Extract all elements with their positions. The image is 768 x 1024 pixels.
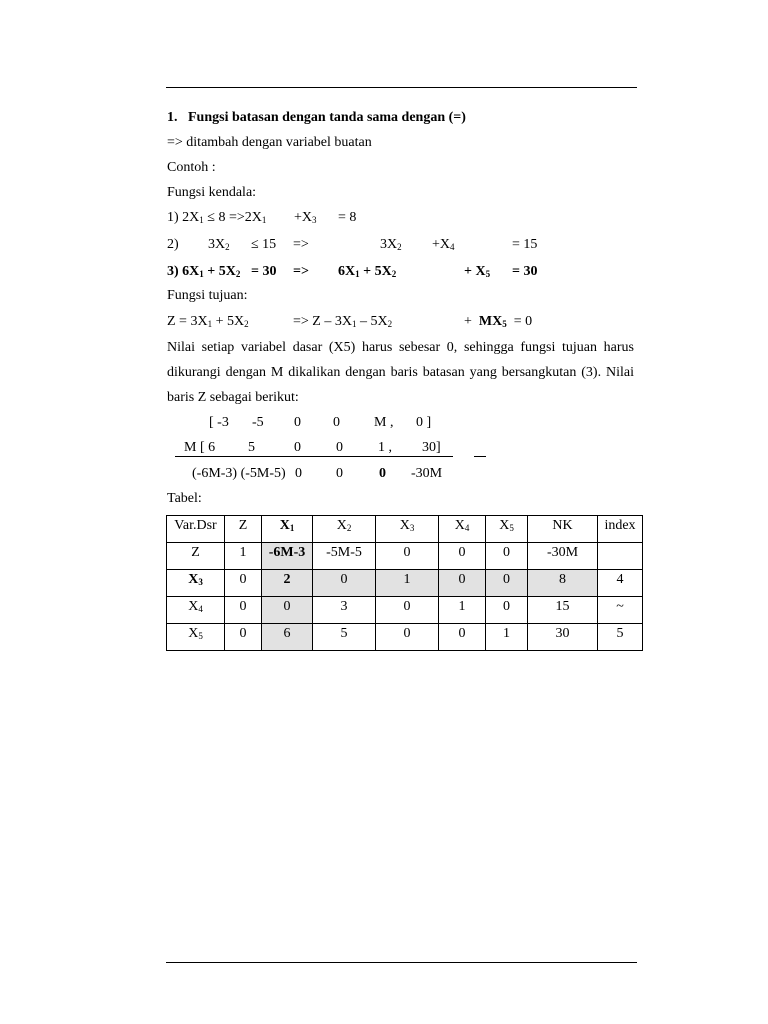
pivot-column-cell: 0 (262, 597, 313, 624)
pivot-column-cell: 6 (262, 624, 313, 651)
header-cell: $X_4$ (439, 516, 486, 543)
pivot-column-cell: -6M-3 (262, 543, 313, 570)
table-cell: Z (167, 543, 225, 570)
header-cell: NK (528, 516, 598, 543)
c2-add: +X (432, 237, 451, 252)
paragraph-line-3: baris Z sebagai berikut: (167, 390, 299, 405)
heading-text: Fungsi batasan dengan tanda sama dengan (=) (188, 110, 466, 125)
c1-rel: ≤ 8 =>2X (203, 210, 262, 225)
table-cell: 15 (528, 597, 598, 624)
header-cell: index (598, 516, 643, 543)
table-cell: ~ (598, 597, 643, 624)
c2-rel: ≤ 15 (251, 237, 277, 252)
table-cell: 4 (598, 570, 643, 597)
c3-add: + X (464, 264, 486, 279)
header-cell: Var.Dsr (167, 516, 225, 543)
c3-left: 3) 6X (167, 264, 200, 279)
table-row (167, 570, 643, 597)
table-cell: 1 (225, 543, 262, 570)
intro-line: => ditambah dengan variabel buatan (167, 135, 372, 150)
table-header-row (167, 516, 643, 543)
c2-term: 3X (208, 237, 226, 252)
heading-number: 1. (167, 110, 178, 125)
header-cell: $X_2$ (313, 516, 376, 543)
c2-arrow: => (293, 237, 309, 252)
table-cell: 1 (486, 624, 528, 651)
simplex-table (166, 515, 643, 651)
c3-rel: = 30 (251, 264, 277, 279)
table-cell: 0 (225, 624, 262, 651)
c2-num: 2) (167, 237, 179, 252)
table-cell: $X_4$ (167, 597, 225, 624)
header-cell: $X_3$ (376, 516, 439, 543)
matrix-underline (175, 456, 453, 457)
table-cell (598, 543, 643, 570)
bottom-rule (166, 962, 637, 963)
table-cell: 0 (486, 597, 528, 624)
table-cell: $X_3$ (167, 570, 225, 597)
header-cell: $X_5$ (486, 516, 528, 543)
table-cell: 0 (439, 543, 486, 570)
table-cell: 0 (376, 543, 439, 570)
table-cell: 0 (486, 543, 528, 570)
table-cell: -30M (528, 543, 598, 570)
header-cell: $X_1$ (262, 516, 313, 543)
table-cell: -5M-5 (313, 543, 376, 570)
table-cell: 3 (313, 597, 376, 624)
contoh-label: Contoh : (167, 160, 216, 175)
c1-left: 1) 2X (167, 210, 200, 225)
table-cell: 0 (225, 570, 262, 597)
c3-arrow: => (293, 264, 309, 279)
table-cell: 30 (528, 624, 598, 651)
c2-rhs: = 15 (512, 237, 538, 252)
table-cell: 5 (313, 624, 376, 651)
kendala-label: Fungsi kendala: (167, 185, 257, 200)
pivot-row-cell: 8 (528, 570, 598, 597)
table-cell: $X_5$ (167, 624, 225, 651)
table-row (167, 543, 643, 570)
table-row (167, 597, 643, 624)
table-cell: 0 (376, 597, 439, 624)
c3-rhs: = 30 (512, 264, 538, 279)
tujuan-label: Fungsi tujuan: (167, 288, 248, 303)
table-cell: 0 (376, 624, 439, 651)
pivot-cell: 2 (262, 570, 313, 597)
c2-term2: 3X (380, 237, 398, 252)
top-rule (166, 87, 637, 88)
pivot-row-cell: 0 (486, 570, 528, 597)
pivot-row-cell: 0 (439, 570, 486, 597)
c1-rhs: = 8 (338, 210, 357, 225)
paragraph-line-1: Nilai setiap variabel dasar (X5) harus sebesar 0, sehingga fungsi tujuan harus (167, 340, 634, 355)
c3-t1: 6X (338, 264, 356, 279)
tabel-label: Tabel: (167, 491, 202, 506)
table-cell: 0 (225, 597, 262, 624)
pivot-row-cell: 1 (376, 570, 439, 597)
paragraph-line-2: dikurangi dengan M dikalikan dengan baris batasan yang bersangkutan (3). Nilai (167, 365, 634, 380)
header-cell: Z (225, 516, 262, 543)
c1-add: +X (294, 210, 313, 225)
table-cell: 1 (439, 597, 486, 624)
minus-sign (474, 456, 486, 457)
table-row (167, 624, 643, 651)
section-heading (167, 110, 466, 126)
table-cell: 0 (439, 624, 486, 651)
pivot-row-cell: 0 (313, 570, 376, 597)
table-cell: 5 (598, 624, 643, 651)
